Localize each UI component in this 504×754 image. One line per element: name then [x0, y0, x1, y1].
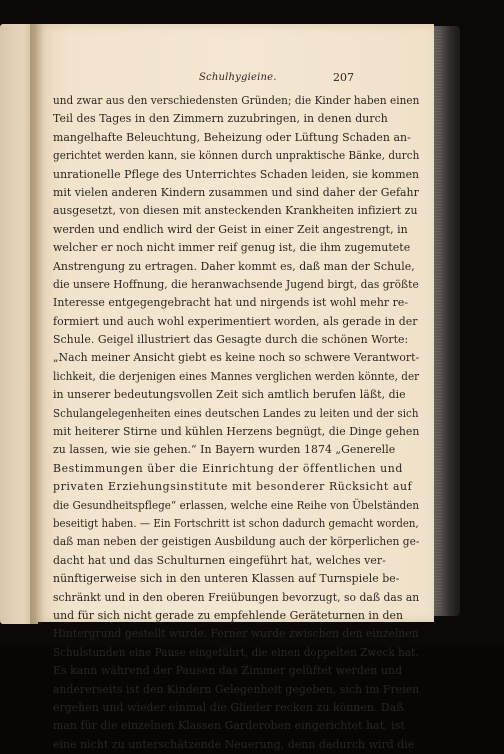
text-line: formiert und auch wohl experimentiert worden, als gerade in der	[53, 314, 418, 328]
text-line: gerichtet werden kann, sie können durch unpraktische Bänke, durch	[53, 149, 420, 163]
text-line: andererseits ist den Kindern Gelegenheit gegeben, sich im Freien	[53, 682, 420, 696]
text-line: zu lassen, wie sie gehen.“ In Bayern wurden 1874 „Generelle	[53, 443, 396, 457]
text-line: die unsere Hoffnung, die heranwachsende Jugend birgt, das größte	[53, 277, 419, 291]
text-line: nünftigerweise sich in den unteren Klassen auf Turnspiele be-	[53, 572, 400, 586]
page-number: 207	[333, 71, 354, 84]
text-line: dacht hat und das Schulturnen eingeführt hat, welches ver-	[53, 553, 386, 567]
text-line: werden und endlich wird der Geist in einer Zeit angestrengt, in	[53, 222, 408, 236]
text-line: Schule. Geigel illustriert das Gesagte durch die schönen Worte:	[53, 333, 409, 347]
text-line-spaced: Bestimmungen über die Einrichtung der öffentlichen und	[53, 461, 403, 475]
text-line: ergehen und wieder einmal die Glieder recken zu können. Daß	[53, 700, 404, 714]
text-line: Es kann während der Pausen das Zimmer gelüftet werden und	[53, 664, 403, 678]
text-line: Schulangelegenheiten eines deutschen Landes zu leiten und der sich	[53, 406, 419, 420]
running-head-title: Schulhygieine.	[199, 72, 277, 83]
text-line: in unserer bedeutungsvollen Zeit sich amtlich berufen läßt, die	[53, 388, 406, 402]
text-line: Teil des Tages in den Zimmern zuzubringen, in denen durch	[53, 112, 388, 126]
text-line: Interesse entgegengebracht hat und nirgends ist wohl mehr re-	[53, 296, 409, 310]
text-line: welcher er noch nicht immer reif genug ist, die ihm zugemutete	[53, 241, 411, 255]
text-line: Anstrengung zu ertragen. Daher kommt es, daß man der Schule,	[53, 259, 415, 273]
text-line: mit vielen anderen Kindern zusammen und sind daher der Gefahr	[53, 185, 419, 199]
text-line: daß man neben der geistigen Ausbildung auch der körperlichen ge-	[53, 535, 420, 549]
text-line: eine nicht zu unterschätzende Neuerung, denn dadurch wird die	[53, 737, 415, 751]
text-line: „Nach meiner Ansicht giebt es keine noch so schwere Verantwort-	[53, 351, 420, 365]
text-line: mangelhafte Beleuchtung, Beheizung oder Lüftung Schaden an-	[53, 130, 411, 144]
running-head	[36, 72, 434, 88]
text-line: beseitigt haben. — Ein Fortschritt ist schon dadurch gemacht worden,	[53, 516, 419, 530]
text-line: unrationelle Pflege des Unterrichtes Schaden leiden, sie kommen	[53, 167, 420, 181]
text-line: ausgesetzt, von diesen mit ansteckenden Krankheiten infiziert zu	[53, 204, 418, 218]
text-line: schränkt und in den oberen Freiübungen bevorzugt, so daß das an	[53, 590, 420, 604]
gutter-shadow	[30, 24, 44, 624]
text-line: Hintergrund gestellt wurde. Ferner wurde zwischen den einzelnen	[53, 627, 419, 641]
text-line: man für die einzelnen Klassen Garderoben eingerichtet hat, ist	[53, 719, 405, 733]
text-line: lichkeit, die derjenigen eines Mannes verglichen werden könnte, der	[53, 369, 420, 383]
text-line-spaced: privaten Erziehungsinstitute mit besonderer Rücksicht auf	[53, 480, 413, 494]
text-line: die Gesundheitspflege“ erlassen, welche eine Reihe von Übelständen	[53, 498, 420, 512]
body-text	[53, 92, 419, 754]
text-line: und zwar aus den verschiedensten Gründen; die Kinder haben einen	[53, 94, 420, 107]
text-line: mit heiterer Stirne und kühlen Herzens begnügt, die Dinge gehen	[53, 425, 420, 439]
text-line: Schulstunden eine Pause eingeführt, die einen doppelten Zweck hat.	[53, 645, 419, 659]
text-line: und für sich nicht gerade zu empfehlende Geräteturnen in den	[53, 608, 404, 622]
